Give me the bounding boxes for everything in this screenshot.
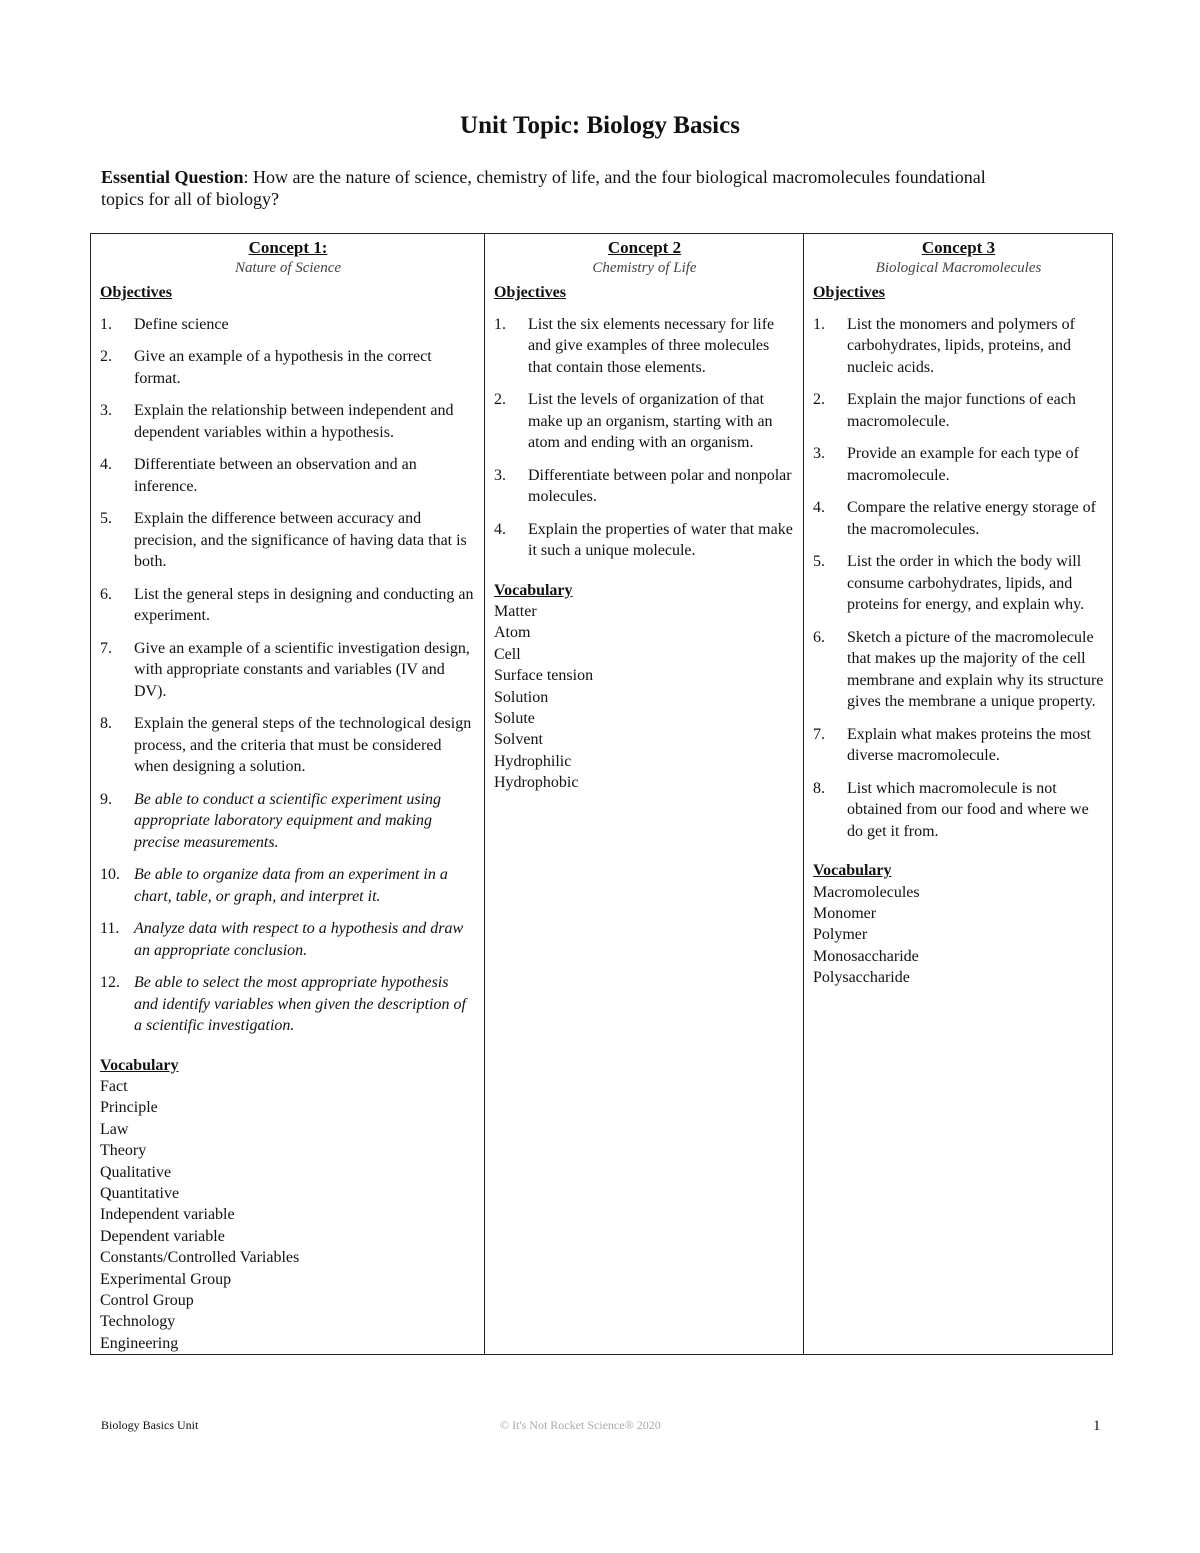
concept-header <box>813 237 1104 279</box>
objective-text: Explain the relationship between independent and dependent variables within a hypothesis. <box>134 402 454 441</box>
objective-text: List the order in which the body will consume carbohydrates, lipids, and proteins for energy, and explain why. <box>847 553 1085 613</box>
objectives-list <box>813 314 1104 843</box>
objective-item <box>100 972 476 1037</box>
objective-text: Compare the relative energy storage of the macromolecules. <box>847 499 1096 538</box>
objective-text: Explain what makes proteins the most diverse macromolecule. <box>847 725 1091 764</box>
vocabulary-list <box>813 882 1104 989</box>
vocabulary-term: Matter <box>494 603 537 620</box>
objective-number: 6. <box>100 585 112 603</box>
objective-text: List the six elements necessary for life and give examples of three molecules that contain those elements. <box>528 315 775 376</box>
vocabulary-term: Quantitative <box>100 1185 180 1203</box>
vocabulary-term: Macromolecules <box>813 883 920 901</box>
vocabulary-term: Cell <box>494 645 521 663</box>
objective-text: Differentiate between an observation and an inference. <box>134 456 417 495</box>
objective-item <box>100 508 476 573</box>
objective-item <box>100 346 476 389</box>
vocabulary-term: Dependent variable <box>100 1227 225 1245</box>
objective-item <box>100 918 476 961</box>
vocabulary-term: Solvent <box>494 731 543 749</box>
footer-unit-name: Biology Basics Unit <box>101 1418 199 1432</box>
objective-number: 3. <box>100 402 112 419</box>
vocabulary-term: Hydrophilic <box>494 752 572 770</box>
vocabulary-term: Principle <box>100 1099 158 1117</box>
objective-text: Define science <box>134 315 229 333</box>
vocabulary-heading: Vocabulary <box>494 581 573 599</box>
objective-item <box>100 584 476 627</box>
vocabulary-term: Qualitative <box>100 1163 172 1181</box>
concept-subtitle: Chemistry of Life <box>592 260 697 276</box>
objective-item <box>100 454 476 497</box>
vocabulary-term: Engineering <box>100 1334 179 1352</box>
objective-number: 7. <box>100 639 112 657</box>
objective-number: 1. <box>494 315 506 333</box>
objective-text: Explain the general steps of the technological design process, and the criteria that must be considered when designing a solution. <box>134 715 472 775</box>
objective-item <box>100 789 476 854</box>
vocabulary-term: Polysaccharide <box>813 969 910 987</box>
objective-number: 6. <box>813 628 825 646</box>
vocabulary-term: Monosaccharide <box>813 947 919 965</box>
vocabulary-list <box>494 601 795 794</box>
page-number: 1 <box>1093 1418 1101 1434</box>
objective-item <box>494 314 795 379</box>
objective-item <box>494 519 795 562</box>
objective-number: 4. <box>494 520 506 538</box>
objectives-list <box>100 314 476 1037</box>
concepts-table <box>90 233 1113 1355</box>
objective-item <box>100 400 476 443</box>
objective-text: Explain the difference between accuracy and precision, and the significance of having data that is both. <box>134 510 467 570</box>
objective-item <box>100 314 476 336</box>
objective-text: Be able to select the most appropriate hypothesis and identify variables when given the description of a scientific investigation. <box>134 974 466 1034</box>
objective-item <box>813 314 1104 379</box>
objective-text: Sketch a picture of the macromolecule that makes up the majority of the cell membrane and explain why its structure gives the membrane a unique property. <box>847 628 1104 710</box>
objective-text: Explain the properties of water that make it such a unique molecule. <box>528 520 793 559</box>
concept-subtitle: Nature of Science <box>234 260 342 276</box>
essential-question <box>101 166 1021 210</box>
objective-number: 5. <box>813 553 825 570</box>
objective-number: 2. <box>100 348 112 365</box>
objective-text: List the levels of organization of that make up an organism, starting with an atom and ending with an organism. <box>528 391 773 451</box>
vocabulary-term: Polymer <box>813 926 868 944</box>
objective-number: 2. <box>494 391 506 408</box>
concept-subtitle: Biological Macromolecules <box>875 260 1042 276</box>
vocabulary-term: Control Group <box>100 1292 194 1310</box>
footer-copyright: © It's Not Rocket Science® 2020 <box>500 1418 661 1432</box>
vocabulary-term: Solution <box>494 688 549 706</box>
vocabulary-term: Independent variable <box>100 1206 235 1224</box>
objective-number: 10. <box>100 866 120 883</box>
concept-header <box>100 237 476 279</box>
vocabulary-term: Hydrophobic <box>494 774 579 792</box>
objective-item <box>813 627 1104 713</box>
objective-text: Analyze data with respect to a hypothesis and draw an appropriate conclusion. <box>134 920 464 959</box>
objective-item <box>813 389 1104 432</box>
objective-number: 11. <box>100 920 120 937</box>
objective-number: 3. <box>494 466 506 484</box>
objective-number: 2. <box>813 391 825 408</box>
concept-name: Concept 3 <box>921 238 996 257</box>
concept-3-column <box>804 234 1113 1355</box>
objective-text: List the monomers and polymers of carbohydrates, lipids, proteins, and nucleic acids. <box>847 315 1075 376</box>
vocabulary-list <box>100 1076 476 1354</box>
concept-name: Concept 1: <box>248 238 328 257</box>
objective-text: Be able to conduct a scientific experiment using appropriate laboratory equipment and making precise measurements. <box>134 790 442 851</box>
objective-number: 5. <box>100 510 112 527</box>
vocabulary-term: Constants/Controlled Variables <box>100 1249 300 1267</box>
objectives-heading: Objectives <box>813 284 885 301</box>
objective-number: 7. <box>813 725 825 743</box>
objective-number: 9. <box>100 790 112 808</box>
concept-2-column <box>485 234 804 1355</box>
vocabulary-term: Law <box>100 1120 129 1138</box>
concept-1-column <box>91 234 485 1355</box>
objective-number: 1. <box>100 315 112 333</box>
concept-header <box>494 237 795 279</box>
objective-item <box>494 465 795 508</box>
objective-number: 4. <box>813 499 825 516</box>
objective-number: 12. <box>100 974 120 991</box>
objective-number: 4. <box>100 456 112 473</box>
vocabulary-term: Atom <box>494 624 531 642</box>
essential-question-label: Essential Question <box>101 167 244 187</box>
objective-text: Explain the major functions of each macromolecule. <box>847 391 1076 430</box>
objective-item <box>100 864 476 907</box>
essential-question-text: : How are the nature of science, chemistry of life, and the four biological macromolecules foundational topics for all of biology? <box>101 167 986 209</box>
objectives-heading: Objectives <box>100 284 172 301</box>
concept-name: Concept 2 <box>607 238 682 257</box>
objective-item <box>494 389 795 454</box>
vocabulary-term: Solute <box>494 710 535 728</box>
objectives-list <box>494 314 795 562</box>
objective-number: 8. <box>100 715 112 732</box>
objective-number: 1. <box>813 315 825 333</box>
objective-text: Differentiate between polar and nonpolar molecules. <box>528 466 792 505</box>
objective-item <box>100 713 476 778</box>
objective-number: 8. <box>813 779 825 797</box>
objective-item <box>813 443 1104 486</box>
vocabulary-heading: Vocabulary <box>813 862 892 879</box>
objective-item <box>813 497 1104 540</box>
objective-text: List the general steps in designing and conducting an experiment. <box>134 585 474 624</box>
objective-item <box>813 724 1104 767</box>
objectives-heading: Objectives <box>494 284 566 301</box>
vocabulary-term: Theory <box>100 1142 147 1160</box>
objective-text: Be able to organize data from an experiment in a chart, table, or graph, and interpret it. <box>134 866 448 905</box>
vocabulary-term: Technology <box>100 1313 176 1331</box>
vocabulary-term: Fact <box>100 1078 128 1095</box>
objective-text: Provide an example for each type of macromolecule. <box>847 445 1079 484</box>
objective-text: Give an example of a scientific investigation design, with appropriate constants and variables (IV and DV). <box>134 639 470 700</box>
vocabulary-heading: Vocabulary <box>100 1056 179 1074</box>
objective-item <box>813 551 1104 616</box>
vocabulary-term: Monomer <box>813 904 877 922</box>
objective-text: List which macromolecule is not obtained from our food and where we do get it from. <box>847 779 1089 840</box>
objective-number: 3. <box>813 445 825 462</box>
vocabulary-term: Surface tension <box>494 667 594 685</box>
objective-item <box>100 638 476 703</box>
objective-text: Give an example of a hypothesis in the correct format. <box>134 348 432 387</box>
objective-item <box>813 778 1104 843</box>
page-title: Unit Topic: Biology Basics <box>460 112 740 139</box>
vocabulary-term: Experimental Group <box>100 1270 232 1288</box>
